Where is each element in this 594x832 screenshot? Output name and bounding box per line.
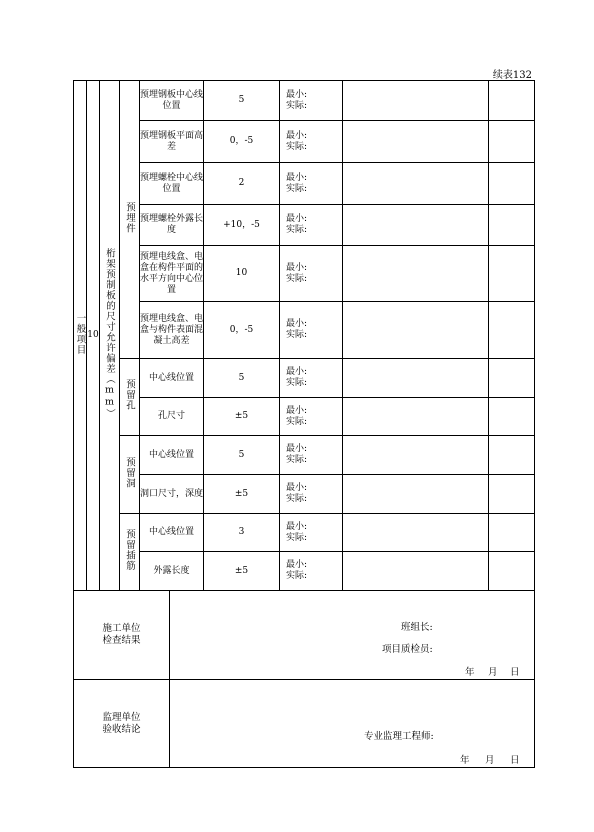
item-name: 外露长度 bbox=[140, 552, 204, 591]
measure-cell bbox=[280, 552, 343, 591]
measure-cell bbox=[280, 475, 343, 514]
result-cell[interactable] bbox=[489, 205, 535, 246]
tolerance-value: +10，-5 bbox=[204, 205, 280, 246]
tolerance-value: 0，-5 bbox=[204, 302, 280, 359]
measured-values-cell[interactable] bbox=[343, 552, 489, 591]
result-cell[interactable] bbox=[489, 246, 535, 302]
result-cell[interactable] bbox=[489, 475, 535, 514]
measure-cell bbox=[280, 246, 343, 302]
construction-unit-body[interactable] bbox=[170, 591, 535, 680]
tolerance-value: ±5 bbox=[204, 552, 280, 591]
actual-label: 实际: bbox=[286, 183, 308, 194]
measured-values-cell[interactable] bbox=[343, 246, 489, 302]
group-title: 桁架预制板的尺寸允许偏差（mm） bbox=[104, 248, 115, 419]
item-name: 预埋钢板中心线位置 bbox=[140, 81, 204, 121]
tolerance-value: 5 bbox=[204, 436, 280, 475]
measured-values-cell[interactable] bbox=[343, 163, 489, 205]
measure-cell bbox=[280, 81, 343, 121]
measured-values-cell[interactable] bbox=[343, 514, 489, 552]
min-label: 最小: bbox=[286, 560, 308, 570]
item-number: 10 bbox=[87, 330, 99, 340]
measure-cell bbox=[280, 398, 343, 436]
measured-values-cell[interactable] bbox=[343, 436, 489, 475]
signature-table bbox=[73, 590, 535, 768]
result-cell[interactable] bbox=[489, 436, 535, 475]
date-day-label: 日 bbox=[510, 755, 520, 766]
subgroup-label: 预留孔 bbox=[124, 379, 135, 411]
result-cell[interactable] bbox=[489, 359, 535, 398]
min-label: 最小: bbox=[286, 483, 308, 493]
measured-values-cell[interactable] bbox=[343, 359, 489, 398]
actual-label: 实际: bbox=[286, 141, 308, 152]
item-name: 预埋螺栓外露长度 bbox=[140, 205, 204, 246]
subgroup-cell-2 bbox=[120, 436, 140, 514]
measure-cell bbox=[280, 121, 343, 163]
date-year-label: 年 bbox=[465, 667, 475, 678]
measure-cell bbox=[280, 302, 343, 359]
actual-label: 实际: bbox=[286, 455, 308, 465]
team-leader-label: 班组长: bbox=[401, 622, 433, 633]
item-name: 中心线位置 bbox=[140, 436, 204, 475]
date-year-label: 年 bbox=[460, 755, 470, 766]
item-name: 预埋钢板平面高差 bbox=[140, 121, 204, 163]
subgroup-cell-1 bbox=[120, 359, 140, 436]
measure-cell bbox=[280, 205, 343, 246]
actual-label: 实际: bbox=[286, 416, 308, 427]
subgroup-cell-3 bbox=[120, 514, 140, 591]
date-month-label: 月 bbox=[485, 755, 495, 766]
result-cell[interactable] bbox=[489, 302, 535, 359]
actual-label: 实际: bbox=[286, 378, 308, 388]
min-label: 最小: bbox=[286, 262, 308, 273]
measured-values-cell[interactable] bbox=[343, 121, 489, 163]
min-label: 最小: bbox=[286, 130, 308, 141]
construction-unit-label-cell bbox=[74, 591, 170, 680]
result-cell[interactable] bbox=[489, 121, 535, 163]
tolerance-value: ±5 bbox=[204, 398, 280, 436]
result-cell[interactable] bbox=[489, 514, 535, 552]
actual-label: 实际: bbox=[286, 225, 308, 235]
subgroup-label: 预留插筋 bbox=[124, 529, 135, 571]
actual-label: 实际: bbox=[286, 100, 308, 111]
tolerance-value: 0，-5 bbox=[204, 121, 280, 163]
measured-values-cell[interactable] bbox=[343, 398, 489, 436]
quality-inspector-label: 项目质检员: bbox=[382, 644, 433, 655]
min-label: 最小: bbox=[286, 367, 308, 377]
subgroup-cell-0 bbox=[120, 81, 140, 359]
min-label: 最小: bbox=[286, 521, 308, 532]
measured-values-cell[interactable] bbox=[343, 205, 489, 246]
category-cell bbox=[74, 81, 87, 591]
date-month-label: 月 bbox=[488, 667, 498, 678]
tolerance-value: ±5 bbox=[204, 475, 280, 514]
subgroup-label: 预埋件 bbox=[124, 201, 135, 234]
min-label: 最小: bbox=[286, 214, 308, 224]
item-name: 中心线位置 bbox=[140, 359, 204, 398]
item-name: 洞口尺寸，深度 bbox=[140, 475, 204, 514]
tolerance-value: 5 bbox=[204, 81, 280, 121]
date-day-label: 日 bbox=[510, 667, 520, 678]
item-name: 预埋电线盒、电盒在构件平面的水平方向中心位置 bbox=[140, 246, 204, 302]
item-name: 中心线位置 bbox=[140, 514, 204, 552]
engineer-label: 专业监理工程师: bbox=[364, 731, 434, 742]
min-label: 最小: bbox=[286, 444, 308, 454]
tolerance-table bbox=[73, 80, 535, 591]
measure-cell bbox=[280, 163, 343, 205]
actual-label: 实际: bbox=[286, 330, 308, 340]
category-label: 一般项目 bbox=[74, 312, 86, 355]
result-cell[interactable] bbox=[489, 552, 535, 591]
construction-unit-label: 施工单位检查结果 bbox=[102, 623, 141, 646]
tolerance-value: 10 bbox=[204, 246, 280, 302]
tolerance-value: 2 bbox=[204, 163, 280, 205]
supervision-unit-body[interactable] bbox=[170, 680, 535, 768]
measure-cell bbox=[280, 359, 343, 398]
result-cell[interactable] bbox=[489, 81, 535, 121]
measured-values-cell[interactable] bbox=[343, 302, 489, 359]
item-name: 孔尺寸 bbox=[140, 398, 204, 436]
actual-label: 实际: bbox=[286, 494, 308, 504]
measure-cell bbox=[280, 436, 343, 475]
min-label: 最小: bbox=[286, 319, 308, 329]
actual-label: 实际: bbox=[286, 273, 308, 284]
continuation-label: 续表132 bbox=[492, 70, 532, 81]
item-name: 预埋电线盒、电盒与构件表面混凝土高差 bbox=[140, 302, 204, 359]
group-title-cell bbox=[100, 81, 120, 591]
measured-values-cell[interactable] bbox=[343, 81, 489, 121]
supervision-unit-label: 监理单位验收结论 bbox=[102, 711, 141, 735]
item-number-cell bbox=[87, 81, 100, 591]
item-name: 预埋螺栓中心线位置 bbox=[140, 163, 204, 205]
subgroup-label: 预留洞 bbox=[124, 456, 135, 489]
result-cell[interactable] bbox=[489, 163, 535, 205]
measure-cell bbox=[280, 514, 343, 552]
min-label: 最小: bbox=[286, 405, 308, 416]
tolerance-value: 5 bbox=[204, 359, 280, 398]
min-label: 最小: bbox=[286, 89, 308, 100]
result-cell[interactable] bbox=[489, 398, 535, 436]
actual-label: 实际: bbox=[286, 571, 308, 581]
actual-label: 实际: bbox=[286, 532, 308, 543]
tolerance-value: 3 bbox=[204, 514, 280, 552]
measured-values-cell[interactable] bbox=[343, 475, 489, 514]
supervision-unit-label-cell bbox=[74, 680, 170, 768]
min-label: 最小: bbox=[286, 172, 308, 183]
